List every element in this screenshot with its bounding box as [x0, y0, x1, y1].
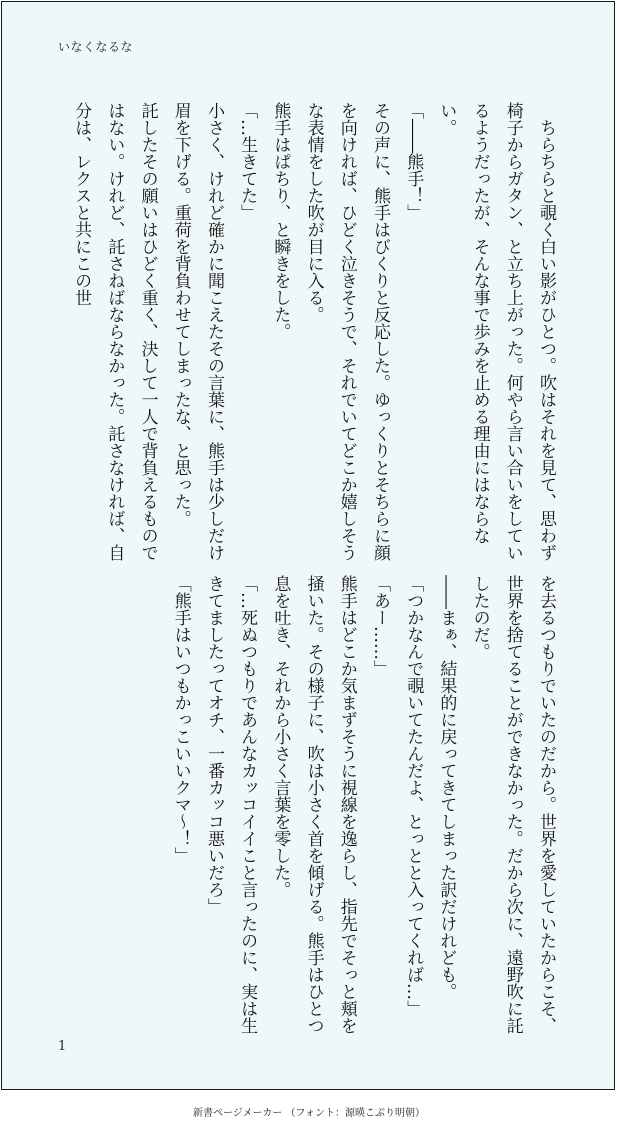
paragraph: 「つかなんで覗いてたんだよ、とっとと入ってくれば…」: [403, 575, 424, 1017]
paragraph: 「…生きてた」: [237, 102, 258, 221]
generator-caption: 新書ページメーカー （フォント：源暎こぶり明朝）: [193, 1108, 425, 1119]
paragraph: 「…死ぬつもりであんなカッコイイこと言ったのに、実は生きてましたってオチ、一番カッコ悪いだろ」: [203, 575, 258, 1034]
paragraph: 「熊手はいつもかっこいいクマ～！」: [170, 575, 191, 864]
paragraph: その声に、熊手はびくりと反応した。ゆっくりとそちらに顔を向ければ、ひどく泣きそうで、それでいてどこか嬉しそうな表情をした吹が目に入る。: [303, 102, 390, 561]
running-header-title: いなくなるな: [58, 40, 134, 54]
paragraph: 小さく、けれど確かに聞こえたその言葉に、熊手は少しだけ眉を下げる。重荷を背負わせてしまったな、と思った。: [170, 102, 224, 561]
paragraph: 熊手はどこか気まずそうに視線を逸らし、指先でそっと頬を掻いた。その様子に、吹は小さく首を傾げる。熊手はひとつ息を吐き、それから小さく言葉を零した。: [270, 575, 357, 1034]
paragraph: 熊手はぱちり、と瞬きをした。: [270, 102, 291, 340]
paragraph: ちらちらと覗く白い影がひとつ。吹はそれを見て、思わず椅子からガタン、と立ち上がった。何やら言い合いをしているようだったが、そんな事で歩みを止める理由にはならない。: [436, 102, 556, 561]
paragraph: 「――熊手！」: [403, 102, 424, 221]
paragraph: 「あー……」: [369, 575, 390, 677]
paragraph: 託したその願いはひどく重く、決して一人で背負えるものではない。けれど、託さねばならなかった。託さなければ、自分は、レクスと共にこの世: [71, 102, 158, 561]
book-page: [1, 1, 615, 1090]
lower-text-column: [42, 575, 562, 1050]
upper-text-column: [42, 102, 562, 577]
paragraph: を去るつもりでいたのだから。世界を愛していたからこそ、世界を捨てることができなかった。だから次に、遠野吹に託したのだ。: [469, 575, 556, 1034]
paragraph: ――まぁ、結果的に戻ってきてしまった訳だけれども。: [436, 575, 457, 1000]
page-number: 1: [58, 1039, 67, 1054]
